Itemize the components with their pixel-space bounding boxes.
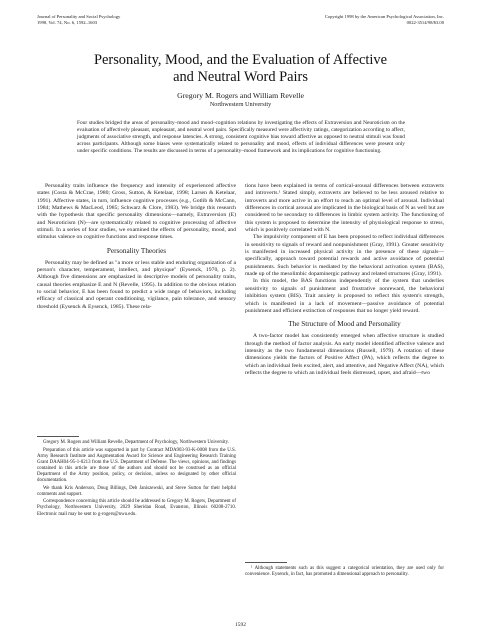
copyright-code: 0022-3514/98/$3.00 (406, 19, 444, 25)
bis-paragraph: In this model, the BAS functions independently of the system that underlies sensitivity to signals of punishment and frustrative nonreward, the behavioral inhibition system (BIS). Trait anxiety is proposed to reflect this system's strength, which is manifested in a lack of movement—passive avoidance of potential punishment and efficient extinction of responses that no longer yield reward. (245, 278, 444, 314)
copyright-holder: Copyright 1998 by the American Psychological Association, Inc. (324, 14, 444, 19)
intro-paragraph: Personality traits influence the frequency and intensity of experienced affective states (Costa & McCrae, 1980; Gross, Sutton, & Ketelaar, 1998; Larsen & Ketelaar, 1991). Affective states, in turn, influence cognitive processes (e.g., Gotlib & McCann, 1984; Mathews & MacLeod, 1985; Schwarz & Clore, 1983). We bridge this research with the hypothesis that specific personality dimensions—namely, Extraversion (E) and Neuroticism (N)—are systematically related to cognitive processing of affective stimuli. In a series of four studies, we examined the effects of personality, mood, and stimulus valence on cognitive functions and response times. (37, 183, 236, 241)
journal-volume: 1998, Vol. 74, No. 6, 1592–1603 (37, 19, 98, 25)
article-title (40, 52, 441, 86)
author-note-funding: Preparation of this article was supported in part by Contract MDA903-93-K-0008 from the U.S. Army Research Institute and Augmentation Award for Science and Engineering Research Training Grant DAAH04-95-1-0213 from the U.S. Department of Defense. The views, opinions, and findings contained in this article are those of the authors and should not be construed as an official Department of the Army position, policy, or decision, unless so designated by other official documentation. (37, 447, 236, 484)
journal-citation (37, 14, 120, 25)
right-column (245, 183, 444, 377)
author-note (37, 436, 236, 519)
page-number: 1592 (235, 622, 246, 628)
section-heading-personality-theories: Personality Theories (106, 246, 167, 255)
author-note-thanks: We thank Kris Anderson, Doug Billings, Deb Janiszewski, and Steve Sutton for their helpful comments and support. (37, 485, 236, 497)
journal-name: Journal of Personality and Social Psychology (37, 14, 121, 19)
author-note-rule (37, 436, 79, 437)
personality-paragraph: Personality may be defined as "a more or less stable and enduring organization of a person's character, temperament, intellect, and physique" (Eysenck, 1970, p. 2). Although five dimensions are emphasized in descriptive models of personality traits, causal theories emphasize E and N (Revelle, 1995). In addition to the obvious relation to social behavior, E has been found to predict a wide range of behaviors, including efficacy of classical and operant conditioning, vigilance, pain tolerance, and sensory threshold (Eysenck & Eysenck, 1985). These rela- (37, 259, 236, 310)
author-note-correspondence: Correspondence concerning this article should be addressed to Gregory M. Rogers, Department of Psychology, Northwestern University, 2029 Sheridan Road, Evanston, Illinois 60208-2710. Electronic mail may be sent to g-rogers@nwu.edu. (37, 499, 236, 517)
author-names: Gregory M. Rogers and William Revelle (177, 91, 304, 100)
title-line-2: and Neutral Word Pairs (173, 69, 308, 85)
section-heading-structure-of-mood: The Structure of Mood and Personality (288, 320, 401, 329)
footnote-text: ¹ Although statements such as this suggest a categorical orientation, they are used only for convenience. Eysenck, in fact, has promoted a dimensional approach to personality. (245, 566, 444, 578)
title-line-1: Personality, Mood, and the Evaluation of Affective (94, 52, 387, 68)
left-column (37, 183, 236, 311)
author-note-affiliation: Gregory M. Rogers and William Revelle, Department of Psychology, Northwestern University. (43, 440, 229, 445)
arousal-paragraph: tions have been explained in terms of cortical-arousal differences between extraverts and introverts.¹ Stated simply, extraverts are believed to be less aroused relative to introverts and more active in an effort to reach an optimal level of arousal. Individual differences in cortical arousal are implicated in the biological basis of N as well but are considered to be secondary to differences in limbic system activity. The functioning of this system is proposed to determine the intensity of physiological response to stress, which is positively correlated with N. (245, 183, 444, 234)
two-factor-paragraph: A two-factor model has consistently emerged when affective structure is studied through the method of factor analysis. An early model identified affective valence and intensity as the two fundamental dimensions (Russell, 1979). A rotation of these dimensions yields the factors of Positive Affect (PA), which reflects the degree to which an individual feels excited, alert, and attentive, and Negative Affect (NA), which reflects the degree to which an individual feels distressed, upset, and afraid—two (245, 333, 444, 376)
impulsivity-paragraph: The impulsivity component of E has been proposed to reflect individual differences in sensitivity to signals of reward and nonpunishment (Gray, 1991). Greater sensitivity is manifested in increased physical activity in the presence of these signals—specifically, approach toward potential rewards and active avoidance of potential punishments. Such behavior is mediated by the behavioral activation system (BAS), made up of the mesolimbic dopaminergic pathway and related structures (Gray, 1991). (245, 234, 444, 278)
footnote (245, 562, 444, 578)
author-affiliation: Northwestern University (209, 101, 272, 108)
copyright-notice (325, 14, 444, 25)
abstract: Four studies bridged the areas of personality–mood and mood–cognition relations by investigating the effects of Extraversion and Neuroticism on the evaluation of affectively pleasant, unpleasant, and neutral word pairs. Specifically measured were affectivity ratings, categorization according to affect, judgments of associative strength, and response latencies. A strong, consistent cognitive bias toward affective as opposed to neutral stimuli was found across participants. Although some biases were systematically related to personality and mood, effects of individual differences were present only under specific conditions. The results are discussed in terms of a personality–mood framework and its implications for cognitive functioning. (77, 120, 405, 155)
footnote-rule (245, 562, 287, 563)
